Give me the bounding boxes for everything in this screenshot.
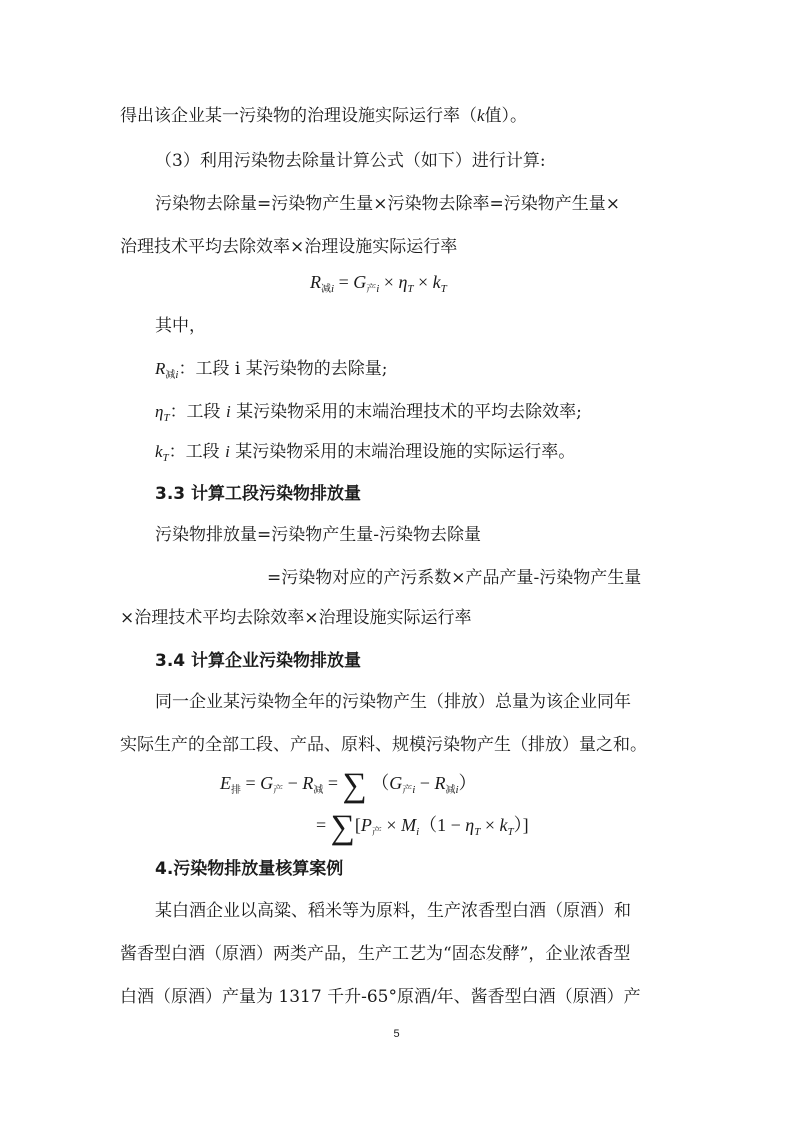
f2-sub-chan: 产 — [273, 785, 284, 796]
f2-sub-jian-2: 减 — [445, 785, 456, 796]
text-line-1-a: 得出该企业某一污染物的治理设施实际运行率（ — [120, 106, 477, 126]
f3-sub-chan: 产 — [371, 827, 382, 838]
f2-minus-2: − — [419, 773, 430, 793]
f3-eta: η — [465, 815, 475, 835]
formula-R: R — [310, 272, 321, 292]
f3-one: 1 — [437, 815, 447, 835]
f3-sigma: ∑ — [330, 809, 355, 846]
text-line-7: =污染物对应的产污系数×产品产量-污染物产生量 — [267, 568, 642, 588]
text-line-10: 实际生产的全部工段、产品、原料、规模污染物产生（排放）量之和。 — [120, 735, 647, 755]
def-R-symbol: R — [155, 359, 166, 378]
formula-k: k — [432, 272, 441, 292]
formula-sub-T-2: T — [440, 283, 447, 295]
k-symbol: k — [477, 106, 485, 125]
f3-times-2: × — [484, 815, 495, 835]
f3-P: P — [360, 815, 372, 835]
def-k-sub-T: T — [162, 452, 169, 464]
text-line-4: 治理技术平均去除效率×治理设施实际运行率 — [120, 237, 458, 257]
text-line-2: （3）利用污染物去除量计算公式（如下）进行计算: — [155, 151, 546, 171]
f3-times: × — [386, 815, 397, 835]
formula-G: G — [353, 272, 367, 292]
def-R-sub-jian: 减 — [165, 370, 176, 381]
f2-E: E — [220, 773, 231, 793]
f2-G: G — [260, 773, 274, 793]
f3-sub-T-2: T — [507, 826, 514, 838]
def-eta-sub-T: T — [163, 412, 170, 424]
definition-R — [155, 357, 387, 388]
def-eta-text-b: 某污染物采用的末端治理技术的平均去除效率; — [230, 402, 582, 422]
f3-rbracket: ] — [522, 815, 529, 835]
f2-R-2: R — [434, 773, 446, 793]
text-line-8: ×治理技术平均去除效率×治理设施实际运行率 — [120, 608, 472, 628]
f2-rparen: ） — [458, 773, 477, 793]
def-k-i: i — [225, 442, 230, 461]
f2-sub-i-2: i — [455, 784, 459, 796]
f2-sigma: ∑ — [342, 767, 367, 804]
formula-sub-i: i — [331, 283, 335, 295]
def-R-sub-i: i — [175, 369, 179, 381]
f2-sub-pai: 排 — [231, 785, 241, 796]
formula-times-2: × — [418, 272, 429, 292]
formula-sub-chan: 产 — [366, 284, 377, 295]
text-line-3: 污染物去除量=污染物产生量×污染物去除率=污染物产生量× — [155, 194, 620, 214]
f2-R: R — [302, 773, 314, 793]
formula-sub-T: T — [407, 283, 414, 295]
def-R-text: ：工段 i 某污染物的去除量; — [178, 359, 388, 379]
text-line-1-b: 值）。 — [484, 106, 528, 126]
f3-k: k — [499, 815, 508, 835]
def-eta-symbol: η — [155, 402, 164, 421]
f2-sub-chan-2: 产 — [402, 785, 413, 796]
def-k-text-b: 某污染物采用的末端治理设施的实际运行率。 — [229, 442, 576, 462]
text-line-1 — [120, 104, 527, 128]
text-line-9: 同一企业某污染物全年的污染物产生（排放）总量为该企业同年 — [155, 692, 631, 712]
formula-eq: = — [338, 272, 349, 292]
f3-eq: = — [316, 815, 327, 835]
f3-M: M — [401, 815, 417, 835]
heading-3-4: 3.4 计算企业污染物排放量 — [155, 651, 362, 671]
text-line-5: 其中， — [155, 316, 206, 336]
f3-rparen: ） — [513, 815, 523, 835]
def-k-text-a: ：工段 — [168, 442, 226, 462]
f2-lparen: （ — [371, 773, 390, 793]
f2-G-2: G — [389, 773, 403, 793]
def-eta-text-a: ：工段 — [169, 402, 226, 422]
def-k-symbol: k — [155, 442, 163, 461]
f3-minus: − — [450, 815, 461, 835]
f3-sub-T: T — [474, 826, 481, 838]
formula-times: × — [383, 272, 394, 292]
f2-sub-jian: 减 — [313, 785, 324, 796]
f2-minus: − — [287, 773, 298, 793]
text-line-6: 污染物排放量=污染物产生量-污染物去除量 — [155, 525, 481, 545]
page-number: 5 — [393, 1028, 400, 1040]
heading-3-3: 3.3 计算工段污染物排放量 — [155, 484, 362, 504]
text-line-13: 白酒（原酒）产量为 1317 千升-65°原酒/年、酱香型白酒（原酒）产 — [120, 987, 641, 1007]
formula-removal — [310, 269, 447, 303]
text-line-12: 酱香型白酒（原酒）两类产品，生产工艺为“固态发酵”，企业浓香型 — [120, 944, 631, 964]
f3-lbracket: [ — [354, 815, 361, 835]
f3-sub-i: i — [416, 826, 420, 838]
def-eta-i: i — [225, 402, 231, 421]
text-line-11: 某白酒企业以高粱、稻米等为原料，生产浓香型白酒（原酒）和 — [155, 901, 631, 921]
definition-eta — [155, 400, 582, 430]
formula-sub-jian: 减 — [321, 284, 331, 295]
f2-sub-i: i — [412, 784, 416, 796]
f3-lparen: （ — [419, 815, 438, 835]
definition-k — [155, 440, 575, 470]
formula-emission-b — [316, 809, 529, 846]
f2-eq-2: = — [327, 773, 338, 793]
formula-eta: η — [398, 272, 408, 292]
heading-4: 4.污染物排放量核算案例 — [155, 859, 344, 879]
formula-emission-a — [220, 767, 477, 804]
formula-sub-i-2: i — [376, 283, 380, 295]
f2-eq: = — [245, 773, 256, 793]
